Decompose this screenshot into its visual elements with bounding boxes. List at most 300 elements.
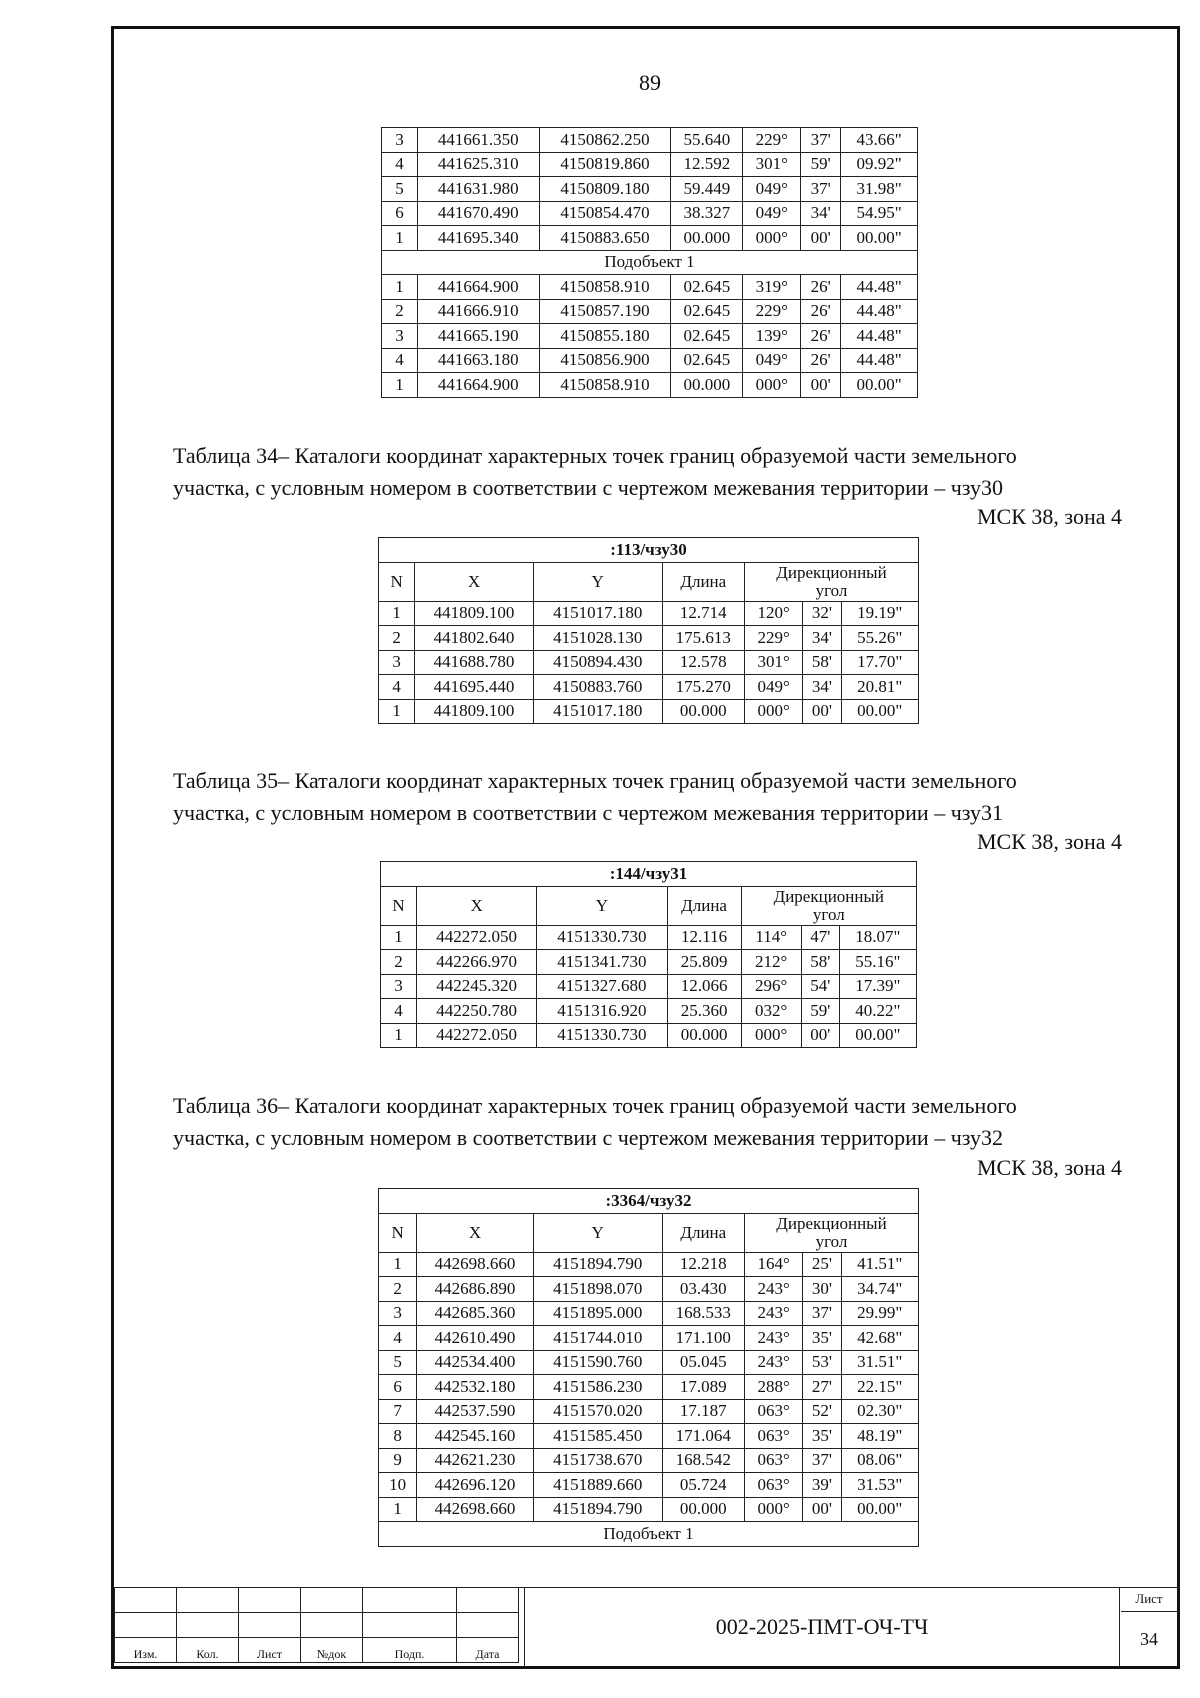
angle-degrees: 000° — [741, 1023, 801, 1048]
angle-seconds: 31.53" — [841, 1473, 918, 1498]
table35-caption — [173, 765, 1123, 829]
table35-header-row — [381, 886, 917, 925]
angle-minutes: 26' — [801, 324, 841, 349]
length: 12.066 — [667, 974, 741, 999]
length: 05.045 — [662, 1350, 744, 1375]
length: 12.116 — [667, 925, 741, 950]
table-row — [379, 1252, 919, 1277]
y-coordinate: 4150854.470 — [539, 201, 671, 226]
header-angle-line1: Дирекционный — [776, 562, 887, 582]
angle-seconds: 55.16" — [839, 950, 916, 975]
angle-minutes: 00' — [801, 373, 841, 398]
length: 02.645 — [671, 348, 743, 373]
angle-minutes: 25' — [803, 1252, 841, 1277]
length: 12.714 — [662, 601, 744, 626]
angle-seconds: 00.00" — [841, 699, 918, 724]
length: 59.449 — [671, 177, 743, 202]
header-length: Длина — [667, 886, 741, 925]
y-coordinate: 4150809.180 — [539, 177, 671, 202]
angle-minutes: 00' — [801, 226, 841, 251]
angle-degrees: 319° — [743, 275, 801, 300]
angle-minutes: 47' — [801, 925, 839, 950]
angle-degrees: 063° — [745, 1448, 803, 1473]
x-coordinate: 441625.310 — [417, 152, 539, 177]
angle-degrees: 049° — [743, 201, 801, 226]
table-row — [382, 373, 918, 398]
table34-header-row — [379, 562, 919, 601]
y-coordinate: 4151327.680 — [537, 974, 667, 999]
angle-degrees: 243° — [745, 1301, 803, 1326]
x-coordinate: 442621.230 — [417, 1448, 534, 1473]
angle-degrees: 063° — [745, 1399, 803, 1424]
header-length: Длина — [662, 562, 744, 601]
angle-seconds: 54.95" — [841, 201, 918, 226]
table-row — [379, 1326, 919, 1351]
table-row — [379, 1375, 919, 1400]
y-coordinate: 4150857.190 — [539, 299, 671, 324]
y-coordinate: 4151330.730 — [537, 1023, 667, 1048]
header-x: X — [417, 1213, 534, 1252]
caption-line: Таблица 36– Каталоги координат характерных точек границ образуемой части земельного — [173, 1093, 1017, 1118]
table-row — [379, 1424, 919, 1449]
sheet-number: 34 — [1140, 1629, 1158, 1649]
table-row — [379, 650, 919, 675]
length: 175.613 — [662, 626, 744, 651]
y-coordinate: 4150858.910 — [539, 373, 671, 398]
y-coordinate: 4150894.430 — [533, 650, 662, 675]
table34-title: :113/чзу30 — [379, 538, 919, 563]
table-row — [379, 1301, 919, 1326]
header-direction-angle — [741, 886, 916, 925]
x-coordinate: 441802.640 — [415, 626, 534, 651]
angle-seconds: 44.48" — [841, 299, 918, 324]
angle-minutes: 35' — [803, 1424, 841, 1449]
angle-degrees: 296° — [741, 974, 801, 999]
caption-line: Таблица 34– Каталоги координат характерных точек границ образуемой части земельного — [173, 443, 1017, 468]
point-number: 4 — [379, 1326, 417, 1351]
subobject-label: Подобъект 1 — [379, 1522, 919, 1547]
document-code: 002-2025-ПМТ-ОЧ-ТЧ — [524, 1587, 1120, 1666]
point-number: 2 — [379, 1277, 417, 1302]
angle-degrees: 164° — [745, 1252, 803, 1277]
angle-seconds: 29.99" — [841, 1301, 918, 1326]
length: 00.000 — [667, 1023, 741, 1048]
y-coordinate: 4151744.010 — [533, 1326, 662, 1351]
angle-seconds: 44.48" — [841, 275, 918, 300]
angle-degrees: 000° — [745, 699, 803, 724]
x-coordinate: 442610.490 — [417, 1326, 534, 1351]
angle-seconds: 48.19" — [841, 1424, 918, 1449]
header-direction-angle — [745, 1213, 919, 1252]
point-number: 6 — [379, 1375, 417, 1400]
x-coordinate: 441695.340 — [417, 226, 539, 251]
angle-degrees: 212° — [741, 950, 801, 975]
angle-seconds: 00.00" — [841, 1497, 918, 1522]
header-y: Y — [537, 886, 667, 925]
table36-caption — [173, 1090, 1123, 1154]
y-coordinate: 4150855.180 — [539, 324, 671, 349]
caption-line: участка, с условным номером в соответствии с чертежом межевания территории – чзу30 — [173, 475, 1003, 500]
point-number: 2 — [382, 299, 418, 324]
caption-line: участка, с условным номером в соответствии с чертежом межевания территории – чзу32 — [173, 1125, 1003, 1150]
y-coordinate: 4151028.130 — [533, 626, 662, 651]
point-number: 7 — [379, 1399, 417, 1424]
table35-title: :144/чзу31 — [381, 862, 917, 887]
angle-degrees: 229° — [743, 299, 801, 324]
angle-minutes: 39' — [803, 1473, 841, 1498]
header-direction-angle — [745, 562, 919, 601]
angle-minutes: 52' — [803, 1399, 841, 1424]
length: 02.645 — [671, 275, 743, 300]
angle-seconds: 17.70" — [841, 650, 918, 675]
angle-seconds: 00.00" — [839, 1023, 916, 1048]
point-number: 4 — [382, 348, 418, 373]
x-coordinate: 441663.180 — [417, 348, 539, 373]
y-coordinate: 4151590.760 — [533, 1350, 662, 1375]
angle-minutes: 34' — [803, 626, 841, 651]
x-coordinate: 442532.180 — [417, 1375, 534, 1400]
table-row — [379, 1448, 919, 1473]
y-coordinate: 4150883.760 — [533, 675, 662, 700]
point-number: 1 — [379, 699, 415, 724]
angle-seconds: 00.00" — [841, 373, 918, 398]
angle-minutes: 26' — [801, 275, 841, 300]
angle-seconds: 44.48" — [841, 348, 918, 373]
table-row — [382, 128, 918, 153]
x-coordinate: 441688.780 — [415, 650, 534, 675]
angle-minutes: 00' — [801, 1023, 839, 1048]
table-row — [379, 1399, 919, 1424]
length: 168.542 — [662, 1448, 744, 1473]
angle-minutes: 26' — [801, 348, 841, 373]
angle-seconds: 00.00" — [841, 226, 918, 251]
table-row — [379, 675, 919, 700]
angle-degrees: 243° — [745, 1350, 803, 1375]
angle-minutes: 27' — [803, 1375, 841, 1400]
y-coordinate: 4151889.660 — [533, 1473, 662, 1498]
angle-seconds: 40.22" — [839, 999, 916, 1024]
angle-seconds: 43.66" — [841, 128, 918, 153]
y-coordinate: 4151017.180 — [533, 601, 662, 626]
angle-degrees: 032° — [741, 999, 801, 1024]
angle-degrees: 301° — [745, 650, 803, 675]
angle-seconds: 55.26" — [841, 626, 918, 651]
x-coordinate: 442250.780 — [417, 999, 537, 1024]
x-coordinate: 442534.400 — [417, 1350, 534, 1375]
point-number: 5 — [382, 177, 418, 202]
table-row — [379, 1497, 919, 1522]
revision-label: Изм. — [115, 1638, 177, 1663]
header-angle-line2: угол — [815, 1231, 848, 1251]
angle-minutes: 58' — [803, 650, 841, 675]
angle-minutes: 26' — [801, 299, 841, 324]
length: 171.100 — [662, 1326, 744, 1351]
y-coordinate: 4151895.000 — [533, 1301, 662, 1326]
length: 17.187 — [662, 1399, 744, 1424]
point-number: 3 — [379, 1301, 417, 1326]
angle-degrees: 301° — [743, 152, 801, 177]
length: 17.089 — [662, 1375, 744, 1400]
point-number: 4 — [382, 152, 418, 177]
point-number: 2 — [379, 626, 415, 651]
revision-label: Подп. — [363, 1638, 457, 1663]
sheet-box — [1121, 1587, 1177, 1666]
angle-minutes: 00' — [803, 1497, 841, 1522]
table-row — [379, 601, 919, 626]
angle-seconds: 20.81" — [841, 675, 918, 700]
angle-minutes: 37' — [801, 177, 841, 202]
point-number: 1 — [379, 1252, 417, 1277]
point-number: 3 — [382, 324, 418, 349]
angle-seconds: 31.98" — [841, 177, 918, 202]
x-coordinate: 442698.660 — [417, 1252, 534, 1277]
point-number: 1 — [381, 925, 417, 950]
y-coordinate: 4151585.450 — [533, 1424, 662, 1449]
angle-degrees: 229° — [745, 626, 803, 651]
angle-minutes: 59' — [801, 999, 839, 1024]
length: 38.327 — [671, 201, 743, 226]
revision-label: №док — [301, 1638, 363, 1663]
y-coordinate: 4150862.250 — [539, 128, 671, 153]
length: 00.000 — [662, 699, 744, 724]
table-row — [379, 1350, 919, 1375]
table-row — [382, 152, 918, 177]
y-coordinate: 4151330.730 — [537, 925, 667, 950]
point-number: 3 — [382, 128, 418, 153]
length: 25.360 — [667, 999, 741, 1024]
angle-degrees: 000° — [743, 373, 801, 398]
angle-degrees: 120° — [745, 601, 803, 626]
angle-degrees: 000° — [743, 226, 801, 251]
subobject-row — [382, 250, 918, 275]
x-coordinate: 441661.350 — [417, 128, 539, 153]
length: 55.640 — [671, 128, 743, 153]
x-coordinate: 442245.320 — [417, 974, 537, 999]
coordinate-table-continued — [381, 127, 918, 398]
point-number: 1 — [379, 1497, 417, 1522]
angle-seconds: 09.92" — [841, 152, 918, 177]
header-angle-line2: угол — [815, 580, 848, 600]
angle-seconds: 19.19" — [841, 601, 918, 626]
angle-degrees: 063° — [745, 1424, 803, 1449]
y-coordinate: 4150858.910 — [539, 275, 671, 300]
length: 25.809 — [667, 950, 741, 975]
x-coordinate: 442545.160 — [417, 1424, 534, 1449]
x-coordinate: 442266.970 — [417, 950, 537, 975]
length: 00.000 — [671, 226, 743, 251]
sheet-label: Лист — [1121, 1587, 1177, 1612]
angle-degrees: 114° — [741, 925, 801, 950]
revision-labels-row — [115, 1638, 519, 1663]
table-row — [382, 324, 918, 349]
page-number: 89 — [639, 70, 661, 95]
header-x: X — [417, 886, 537, 925]
title-block — [114, 1587, 1177, 1666]
angle-degrees: 243° — [745, 1277, 803, 1302]
length: 175.270 — [662, 675, 744, 700]
table-row — [382, 299, 918, 324]
table-row — [382, 201, 918, 226]
header-x: X — [415, 562, 534, 601]
angle-minutes: 35' — [803, 1326, 841, 1351]
angle-degrees: 243° — [745, 1326, 803, 1351]
y-coordinate: 4150883.650 — [539, 226, 671, 251]
angle-degrees: 049° — [743, 348, 801, 373]
x-coordinate: 442537.590 — [417, 1399, 534, 1424]
table-row — [381, 950, 917, 975]
table-row — [381, 999, 917, 1024]
subobject-row — [379, 1522, 919, 1547]
table-row — [379, 1277, 919, 1302]
length: 168.533 — [662, 1301, 744, 1326]
y-coordinate: 4151586.230 — [533, 1375, 662, 1400]
angle-seconds: 17.39" — [839, 974, 916, 999]
table-row — [382, 275, 918, 300]
angle-minutes: 00' — [803, 699, 841, 724]
table-row — [381, 974, 917, 999]
revision-label: Дата — [457, 1638, 519, 1663]
y-coordinate: 4151017.180 — [533, 699, 662, 724]
table-row — [382, 226, 918, 251]
caption-line: участка, с условным номером в соответствии с чертежом межевания территории – чзу31 — [173, 800, 1003, 825]
point-number: 8 — [379, 1424, 417, 1449]
x-coordinate: 442696.120 — [417, 1473, 534, 1498]
angle-minutes: 34' — [801, 201, 841, 226]
point-number: 1 — [382, 373, 418, 398]
header-n: N — [379, 562, 415, 601]
angle-minutes: 53' — [803, 1350, 841, 1375]
length: 00.000 — [662, 1497, 744, 1522]
caption-line: Таблица 35– Каталоги координат характерных точек границ образуемой части земельного — [173, 768, 1017, 793]
angle-seconds: 02.30" — [841, 1399, 918, 1424]
point-number: 9 — [379, 1448, 417, 1473]
table36-title: :3364/чзу32 — [379, 1189, 919, 1214]
y-coordinate: 4151738.670 — [533, 1448, 662, 1473]
angle-seconds: 18.07" — [839, 925, 916, 950]
angle-degrees: 049° — [745, 675, 803, 700]
table35-coordinate-system: МСК 38, зона 4 — [976, 829, 1122, 854]
y-coordinate: 4151570.020 — [533, 1399, 662, 1424]
header-length: Длина — [662, 1213, 744, 1252]
x-coordinate: 442272.050 — [417, 1023, 537, 1048]
length: 12.578 — [662, 650, 744, 675]
y-coordinate: 4150819.860 — [539, 152, 671, 177]
angle-seconds: 34.74" — [841, 1277, 918, 1302]
table36-coordinate-system: МСК 38, зона 4 — [976, 1155, 1122, 1180]
point-number: 1 — [381, 1023, 417, 1048]
table34 — [378, 537, 919, 724]
point-number: 3 — [381, 974, 417, 999]
length: 171.064 — [662, 1424, 744, 1449]
point-number: 6 — [382, 201, 418, 226]
header-n: N — [379, 1213, 417, 1252]
point-number: 10 — [379, 1473, 417, 1498]
header-n: N — [381, 886, 417, 925]
y-coordinate: 4151898.070 — [533, 1277, 662, 1302]
table35 — [380, 861, 917, 1048]
point-number: 5 — [379, 1350, 417, 1375]
table36 — [378, 1188, 919, 1547]
revision-grid — [114, 1587, 519, 1663]
x-coordinate: 441665.190 — [417, 324, 539, 349]
y-coordinate: 4150856.900 — [539, 348, 671, 373]
x-coordinate: 442686.890 — [417, 1277, 534, 1302]
header-y: Y — [533, 1213, 662, 1252]
header-y: Y — [533, 562, 662, 601]
revision-label: Лист — [239, 1638, 301, 1663]
table36-header-row — [379, 1213, 919, 1252]
x-coordinate: 441664.900 — [417, 275, 539, 300]
table-row — [379, 626, 919, 651]
point-number: 4 — [379, 675, 415, 700]
x-coordinate: 441809.100 — [415, 699, 534, 724]
table34-coordinate-system: МСК 38, зона 4 — [976, 504, 1122, 529]
header-angle-line1: Дирекционный — [776, 1213, 887, 1233]
angle-minutes: 30' — [803, 1277, 841, 1302]
point-number: 2 — [381, 950, 417, 975]
x-coordinate: 442698.660 — [417, 1497, 534, 1522]
length: 02.645 — [671, 299, 743, 324]
angle-degrees: 063° — [745, 1473, 803, 1498]
angle-seconds: 31.51" — [841, 1350, 918, 1375]
length: 05.724 — [662, 1473, 744, 1498]
table-row — [382, 177, 918, 202]
point-number: 1 — [379, 601, 415, 626]
header-angle-line2: угол — [812, 904, 845, 924]
length: 12.218 — [662, 1252, 744, 1277]
length: 12.592 — [671, 152, 743, 177]
y-coordinate: 4151316.920 — [537, 999, 667, 1024]
length: 00.000 — [671, 373, 743, 398]
y-coordinate: 4151894.790 — [533, 1252, 662, 1277]
x-coordinate: 441695.440 — [415, 675, 534, 700]
angle-minutes: 37' — [801, 128, 841, 153]
angle-seconds: 08.06" — [841, 1448, 918, 1473]
point-number: 4 — [381, 999, 417, 1024]
y-coordinate: 4151894.790 — [533, 1497, 662, 1522]
angle-minutes: 54' — [801, 974, 839, 999]
table-row — [379, 1473, 919, 1498]
angle-seconds: 42.68" — [841, 1326, 918, 1351]
angle-minutes: 37' — [803, 1301, 841, 1326]
table-row — [382, 348, 918, 373]
angle-degrees: 139° — [743, 324, 801, 349]
angle-minutes: 37' — [803, 1448, 841, 1473]
angle-degrees: 049° — [743, 177, 801, 202]
header-angle-line1: Дирекционный — [773, 886, 885, 906]
angle-degrees: 229° — [743, 128, 801, 153]
table34-caption — [173, 440, 1123, 504]
point-number: 1 — [382, 275, 418, 300]
x-coordinate: 441809.100 — [415, 601, 534, 626]
point-number: 3 — [379, 650, 415, 675]
angle-seconds: 22.15" — [841, 1375, 918, 1400]
length: 03.430 — [662, 1277, 744, 1302]
x-coordinate: 442685.360 — [417, 1301, 534, 1326]
point-number: 1 — [382, 226, 418, 251]
x-coordinate: 441670.490 — [417, 201, 539, 226]
angle-minutes: 32' — [803, 601, 841, 626]
angle-minutes: 59' — [801, 152, 841, 177]
table-row — [379, 699, 919, 724]
x-coordinate: 441666.910 — [417, 299, 539, 324]
x-coordinate: 442272.050 — [417, 925, 537, 950]
angle-seconds: 44.48" — [841, 324, 918, 349]
angle-degrees: 000° — [745, 1497, 803, 1522]
angle-degrees: 288° — [745, 1375, 803, 1400]
x-coordinate: 441664.900 — [417, 373, 539, 398]
angle-seconds: 41.51" — [841, 1252, 918, 1277]
